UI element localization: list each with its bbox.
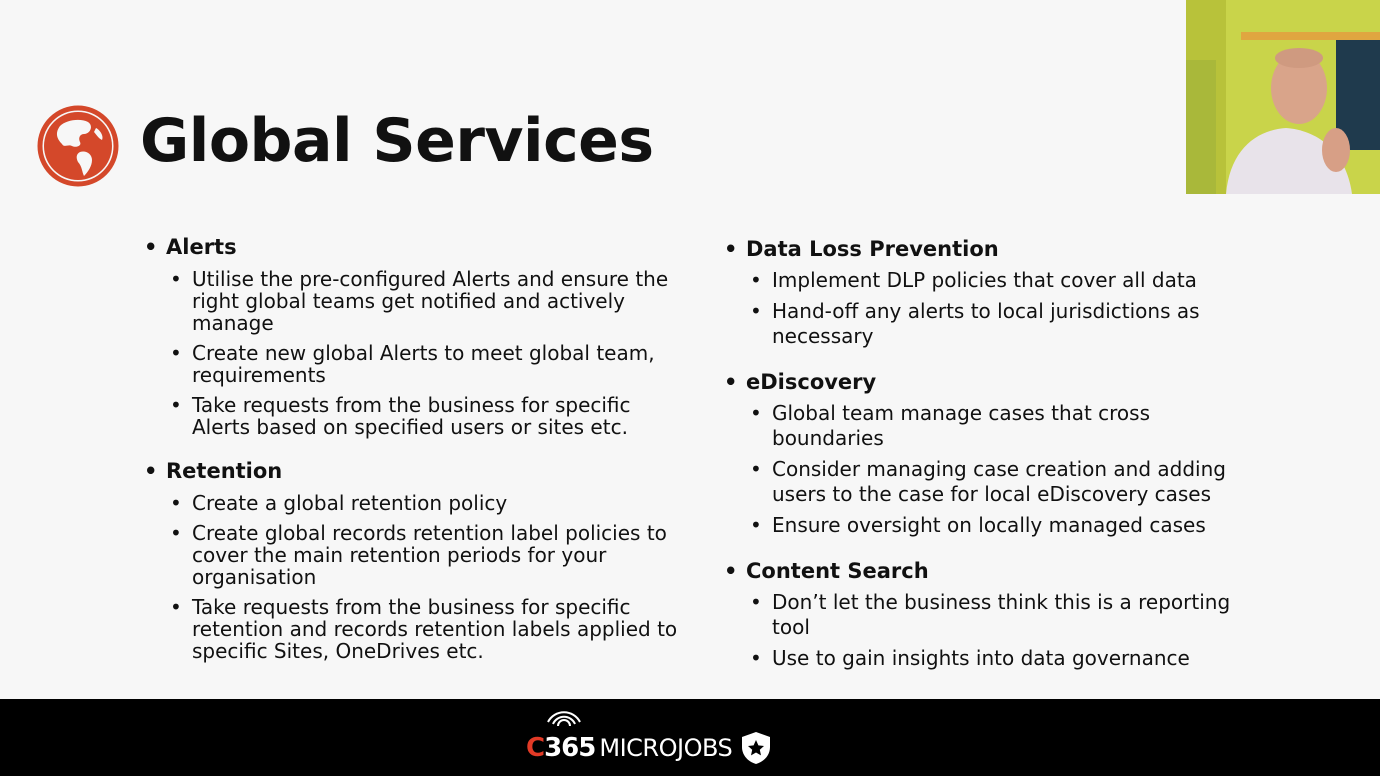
presenter-video-frame	[1186, 0, 1380, 194]
section-heading: Alerts	[166, 235, 237, 259]
shield-star-icon	[740, 731, 772, 765]
bullet-icon: •	[170, 521, 182, 545]
webcam-video	[1186, 0, 1380, 194]
section-alerts	[140, 234, 680, 438]
bullet-icon: •	[750, 268, 762, 292]
list-item: Don’t let the business think this is a reporting tool	[772, 590, 1231, 639]
bullet-icon: •	[750, 401, 762, 425]
bullet-icon: •	[724, 559, 738, 583]
section-content-search	[720, 558, 1250, 671]
list-item: Implement DLP policies that cover all data	[772, 268, 1197, 292]
brand-name: MICROJOBS	[599, 734, 733, 762]
bullet-icon: •	[750, 590, 762, 614]
section-heading: eDiscovery	[746, 370, 877, 394]
list-item: Take requests from the business for specific Alerts based on specified users or sites etc.	[192, 393, 631, 439]
section-ediscovery	[720, 369, 1250, 538]
section-retention	[140, 458, 680, 662]
signal-icon	[544, 706, 584, 728]
bullet-icon: •	[750, 513, 762, 537]
section-dlp	[720, 236, 1250, 349]
list-item: Utilise the pre-configured Alerts and ensure the right global teams get notified and actively manage	[192, 267, 669, 335]
bullet-icon: •	[750, 457, 762, 481]
section-heading: Retention	[166, 459, 283, 483]
bullet-icon: •	[170, 267, 182, 291]
section-heading: Content Search	[746, 559, 929, 583]
bullet-icon: •	[144, 235, 158, 259]
list-item: Hand-off any alerts to local jurisdictions as necessary	[772, 299, 1200, 348]
brand-c: C	[526, 733, 545, 763]
bullet-icon: •	[750, 299, 762, 323]
bullet-icon: •	[170, 491, 182, 515]
bullet-icon: •	[724, 370, 738, 394]
bullet-icon: •	[750, 646, 762, 670]
list-item: Create global records retention label policies to cover the main retention periods for your organisation	[192, 521, 667, 589]
right-column	[720, 236, 1250, 691]
section-heading: Data Loss Prevention	[746, 237, 999, 261]
globe-icon	[36, 104, 120, 188]
list-item: Consider managing case creation and adding users to the case for local eDiscovery cases	[772, 457, 1226, 506]
bullet-icon: •	[724, 237, 738, 261]
bullet-icon: •	[170, 341, 182, 365]
brand-365: 365	[544, 733, 596, 763]
bullet-icon: •	[170, 595, 182, 619]
list-item: Global team manage cases that cross boundaries	[772, 401, 1151, 450]
list-item: Ensure oversight on locally managed cases	[772, 513, 1206, 537]
list-item: Use to gain insights into data governance	[772, 646, 1190, 670]
page-title: Global Services	[140, 106, 654, 176]
brand-logo	[526, 706, 772, 766]
bullet-icon: •	[170, 393, 182, 417]
bullet-icon: •	[144, 459, 158, 483]
list-item: Take requests from the business for specific retention and records retention labels applied to specific Sites, OneDrives etc.	[192, 595, 678, 663]
list-item: Create a global retention policy	[192, 491, 508, 515]
left-column	[140, 234, 680, 682]
list-item: Create new global Alerts to meet global team, requirements	[192, 341, 655, 387]
